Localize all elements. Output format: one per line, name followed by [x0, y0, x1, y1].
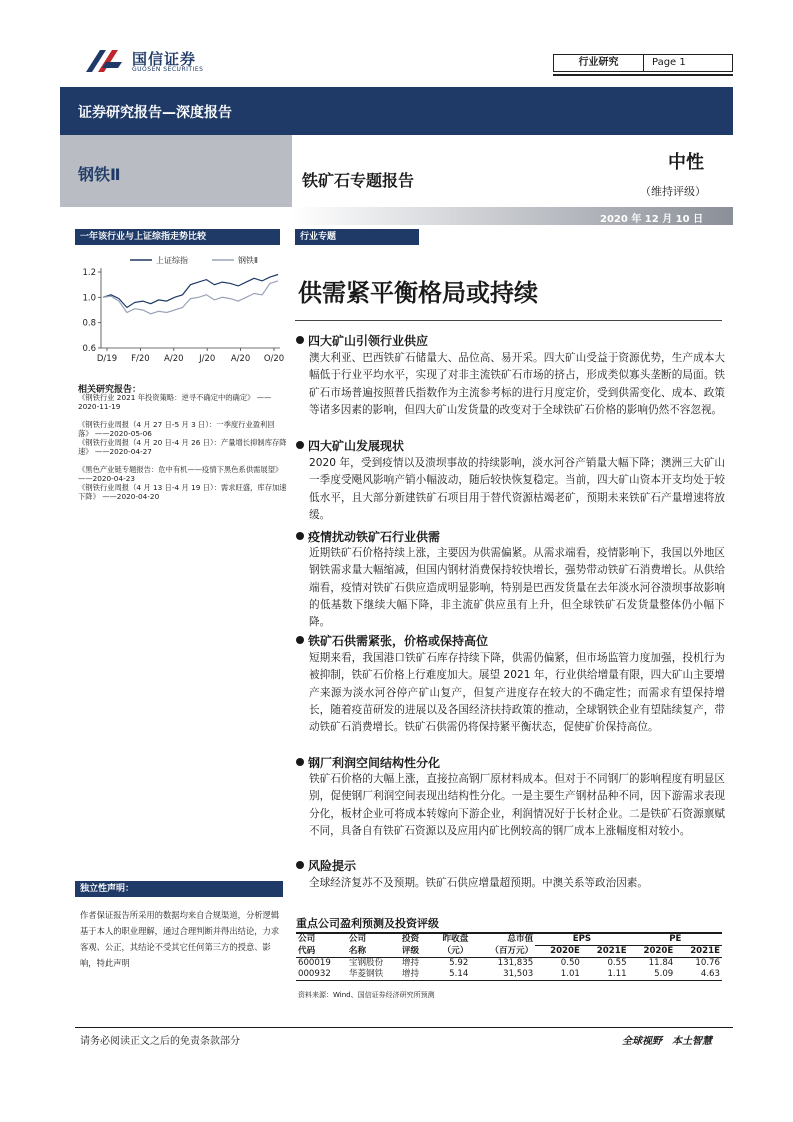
forecast-table — [296, 934, 722, 981]
section-heading: 风险提示 — [296, 857, 356, 874]
x-tick-label: J/20 — [199, 354, 216, 364]
table-row — [296, 958, 722, 970]
col-header-eps: EPS — [535, 934, 628, 946]
bullet-icon — [296, 636, 304, 644]
x-tick-label: F/20 — [131, 354, 150, 364]
series-line — [103, 275, 278, 308]
legend-label: 上证综指 — [156, 256, 188, 265]
table-cell: 5.92 — [449, 958, 469, 968]
table-source: 资料来源：Wind、国信证券经济研究所预测 — [298, 991, 435, 999]
related-report-item[interactable]: 《钢铁行业周报（4 月 13 日-4 月 19 日）：需求旺盛，库存加速下降》 ——2020-04-20 — [78, 483, 287, 501]
rating: 中性 — [668, 152, 704, 173]
series-line — [103, 281, 278, 314]
table-cell: 5.09 — [629, 969, 676, 981]
section-heading: 铁矿石供需紧张，价格或保持高位 — [296, 632, 488, 649]
x-tick-label: O/20 — [263, 354, 285, 364]
independence-title: 独立性声明： — [75, 881, 283, 897]
related-report-item[interactable]: 《钢铁行业周报（4 月 27 日-5 月 3 日）：一季度行业盈利回落》 ——2020-05-06 — [78, 420, 275, 438]
bullet-icon — [296, 441, 304, 449]
section-heading: 钢厂利润空间结构性分化 — [296, 754, 440, 771]
table-cell: 10.76 — [695, 958, 720, 968]
section-paragraph: 澳大利亚、巴西铁矿石储量大、品位高、易开采。四大矿山受益于资源优势，生产成本大幅低于行业平均水平，实现了对非主流铁矿石市场的挤占，形成类似寡头垄断的局面。铁矿石市场普遍按照普氏指数作为主流参考标的进行月度定价，受到供需变化、成本、政策等诸多因素的影响，但四大矿山发货量的改变对于全球铁矿石价格的影响仍然不容忽视。 — [309, 352, 725, 416]
table-cell: 131,835 — [497, 958, 534, 968]
page-number: Page 1 — [652, 57, 686, 68]
y-tick-label: 0.8 — [82, 318, 96, 329]
table-cell: 11.84 — [648, 958, 674, 968]
table-cell: 1.11 — [582, 969, 629, 981]
table-cell: 000932 — [296, 969, 347, 981]
table-cell: 1.01 — [535, 969, 582, 981]
table-cell: 4.63 — [675, 969, 722, 981]
section-paragraph: 近期铁矿石价格持续上涨，主要因为供需偏紧。从需求端看，疫情影响下，我国以外地区钢铁需求量大幅缩减，但国内钢材消费保持较快增长，强势带动铁矿石消费增长。从供给端看，疫情对铁矿石供应造成明显影响，特别是巴西发货量在去年淡水河谷溃坝事故影响的低基数下继续大幅下降，非主流矿供应虽有上升，但全球铁矿石发货量整体仍小幅下降。 — [309, 547, 725, 629]
sector-name: 钢铁Ⅱ — [78, 165, 121, 184]
report-type: 行业研究 — [554, 55, 644, 71]
y-tick-label: 0.6 — [82, 344, 96, 354]
x-tick-label: A/20 — [164, 354, 184, 364]
y-tick-label: 1.0 — [82, 293, 96, 304]
header-label-box — [553, 54, 733, 72]
table-cell: 600019 — [298, 958, 331, 968]
col-header: 2021E — [582, 946, 629, 958]
col-header: 2021E — [675, 946, 722, 958]
bullet-icon — [296, 336, 304, 344]
section-heading: 四大矿山发展现状 — [296, 437, 404, 454]
trend-chart — [75, 250, 285, 368]
table-cell: 增持 — [401, 958, 420, 968]
table-row — [296, 969, 722, 981]
bullet-icon — [296, 758, 304, 766]
col-header: 2020E — [629, 946, 676, 958]
col-header: 代码 — [296, 946, 347, 958]
logo-mark-icon — [84, 46, 124, 74]
report-date: 2020 年 12 月 10 日 — [600, 214, 704, 225]
banner-title: 证券研究报告—深度报告 — [78, 105, 232, 121]
headline: 供需紧平衡格局或持续 — [298, 279, 538, 307]
section-paragraph: 2020 年，受到疫情以及溃坝事故的持续影响，淡水河谷产销量大幅下降；澳洲三大矿山一季度受飓风影响产销小幅波动，随后较快恢复稳定。当前，四大矿山资本开支均处于较低水平，且大部分新建铁矿石项目用于替代资源枯竭老矿，预期未来铁矿石产量增速将放缓。 — [309, 457, 725, 521]
section-heading: 四大矿山引领行业供应 — [296, 332, 428, 349]
table-cell: 0.50 — [560, 958, 580, 968]
col-header: 2020E — [535, 946, 582, 958]
report-title: 铁矿石专题报告 — [302, 171, 415, 190]
related-reports-title: 相关研究报告： — [78, 385, 142, 395]
related-report-item[interactable]: 《黑色产业链专题报告：危中有机——疫情下黑色系供需展望》 ——2020-04-23 — [78, 465, 283, 483]
bullet-icon — [296, 532, 304, 540]
section-heading: 疫情扰动铁矿石行业供需 — [296, 528, 440, 545]
logo-name-en: GUOSEN SECURITIES — [132, 66, 204, 73]
table-cell: 华菱钢铁 — [347, 969, 400, 981]
headline-rule — [295, 320, 722, 321]
section-paragraph: 短期来看，我国港口铁矿石库存持续下降，供需仍偏紧，但市场监管力度加强，投机行为被抑制，铁矿石价格上行难度加大。展望 2021 年，行业供给增量有限，四大矿山主要增产来源为淡水河谷停产矿山复产，但复产进度存在较大的不确定性；而需求有望保持增长，随着疫苗研发的进展以及各国经济扶持政策的推动，全球钢铁企业有望陆续复产，带动铁矿石消费增长。铁矿石供需仍将保持紧平衡状态，促使矿价保持高位。 — [309, 652, 725, 734]
independence-statement: 作者保证报告所采用的数据均来自合规渠道，分析逻辑基于本人的职业理解，通过合理判断并得出结论，力求客观、公正，其结论不受其它任何第三方的授意、影响，特此声明 — [80, 910, 280, 968]
footer-disclaimer[interactable]: 请务必阅读正文之后的免责条款部分 — [80, 1036, 240, 1047]
footer-slogan: 全球视野 本土智慧 — [622, 1036, 712, 1047]
table-title: 重点公司盈利预测及投资评级 — [296, 917, 439, 930]
col-header-pe: PE — [629, 934, 722, 946]
legend-label: 钢铁Ⅱ — [238, 256, 258, 265]
company-logo — [84, 46, 214, 76]
section-paragraph: 铁矿石价格的大幅上涨，直接拉高钢厂原材料成本。但对于不同钢厂的影响程度有明显区别，促使钢厂利润空间表现出结构性分化。一是主要生产钢材品种不同，因下游需求表现分化，板材企业可将成本转嫁向下游企业，利润情况好于长材企业。二是铁矿石资源禀赋不同，具备自有铁矿石资源以及应用内矿比例较高的钢厂成本上涨幅度相对较小。 — [309, 773, 725, 837]
related-report-item[interactable]: 《钢铁行业周报（4 月 20 日-4 月 26 日）：产量增长抑制库存降速》 ——2020-04-27 — [78, 438, 287, 456]
col-header: （百万元） — [470, 946, 535, 958]
col-header: 公司 — [348, 934, 367, 945]
header-rule — [553, 74, 733, 76]
table-cell: 增持 — [400, 969, 429, 981]
table-cell: 宝钢股份 — [348, 958, 384, 968]
col-header: 投资 — [401, 934, 420, 945]
rating-note: （维持评级） — [640, 185, 706, 198]
bullet-icon — [296, 861, 304, 869]
col-header: 公司 — [298, 934, 316, 945]
col-header: 名称 — [347, 946, 400, 958]
col-header: 总市值 — [507, 934, 534, 945]
x-tick-label: A/20 — [230, 354, 251, 364]
chart-title: 一年该行业与上证综指走势比较 — [75, 229, 280, 245]
logo-name-cn: 国信证券 — [132, 50, 197, 68]
y-tick-label: 1.2 — [82, 268, 96, 278]
col-header: 昨收盘 — [442, 934, 469, 945]
table-cell: 31,503 — [470, 969, 535, 981]
footer-rule — [75, 1027, 733, 1028]
related-report-item[interactable]: 《钢铁行业 2021 年投资策略：逆寻不确定中的确定》 ——2020-11-19 — [78, 393, 272, 411]
col-header: 评级 — [400, 946, 429, 958]
table-cell: 0.55 — [607, 958, 627, 968]
table-cell: 5.14 — [429, 969, 470, 981]
topic-tag: 行业专题 — [295, 229, 419, 245]
section-paragraph: 全球经济复苏不及预期。铁矿石供应增量超预期。中澳关系等政治因素。 — [309, 877, 648, 889]
x-tick-label: D/19 — [96, 354, 118, 364]
col-header: （元） — [429, 946, 470, 958]
